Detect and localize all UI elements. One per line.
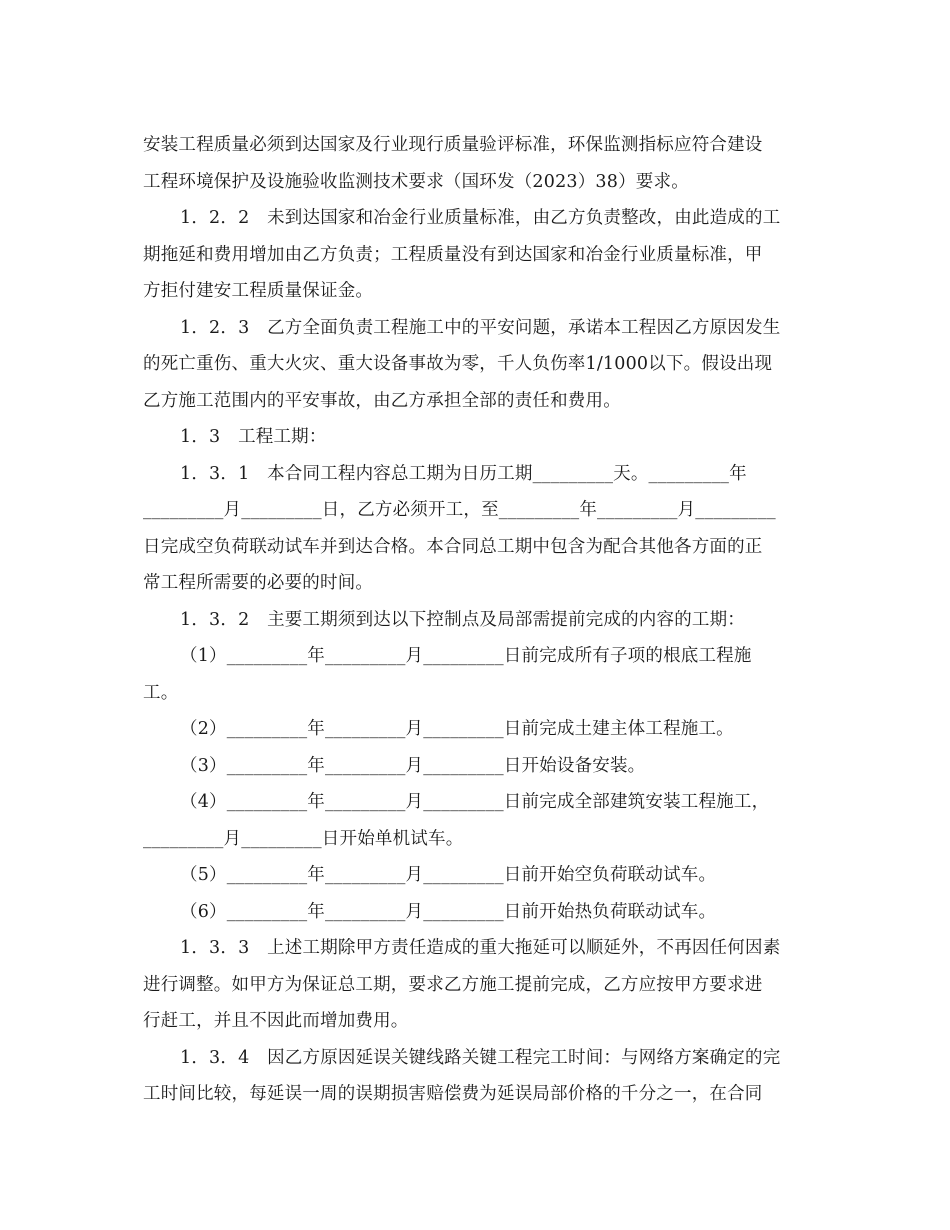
list-item: （6）_________年_________月_________日前开始热负荷联动试车。 (180, 902, 717, 922)
text-line: 1．3．2 主要工期须到达以下控制点及局部需提前完成的内容的工期： (180, 610, 745, 630)
text-line: 安装工程质量必须到达国家及行业现行质量验评标准，环保监测指标应符合建设 (143, 135, 763, 155)
list-item: （3）_________年_________月_________日开始设备安装。 (180, 756, 646, 776)
text-line: _________月_________日开始单机试车。 (143, 829, 464, 849)
text-line: 日完成空负荷联动试车并到达合格。本合同总工期中包含为配合其他各方面的正 (143, 537, 763, 557)
text-line: _________月_________日，乙方必须开工，至_________年_________月_________ (143, 500, 776, 520)
list-item: （4）_________年_________月_________日前完成全部建筑安装工程施工， (180, 792, 770, 812)
text-line: 1．2．2 未到达国家和冶金行业质量标准，由乙方负责整改，由此造成的工 (180, 208, 781, 228)
text-line: 乙方施工范围内的平安事故，由乙方承担全部的责任和费用。 (143, 391, 621, 411)
text-line: 的死亡重伤、重大火灾、重大设备事故为零，千人负伤率1/1000以下。假设出现 (143, 354, 773, 374)
text-line: 期拖延和费用增加由乙方负责；工程质量没有到达国家和冶金行业质量标准，甲 (143, 245, 763, 265)
text-line: 进行调整。如甲方为保证总工期，要求乙方施工提前完成，乙方应按甲方要求进 (143, 975, 763, 995)
list-item: （2）_________年_________月_________日前完成土建主体工程施工。 (180, 719, 734, 739)
text-line: 1．3．4 因乙方原因延误关键线路关键工程完工时间：与网络方案确定的完 (180, 1048, 781, 1068)
list-item: （1）_________年_________月_________日前完成所有子项的根底工程施 (180, 646, 752, 666)
text-line: 行赶工，并且不因此而增加费用。 (143, 1011, 409, 1031)
text-line: 工时间比较，每延误一周的误期损害赔偿费为延误局部价格的千分之一，在合同 (143, 1084, 763, 1104)
text-line: 1．2．3 乙方全面负责工程施工中的平安问题，承诺本工程因乙方原因发生 (180, 318, 781, 338)
list-item: （5）_________年_________月_________日前开始空负荷联动试车。 (180, 865, 717, 885)
text-line: 1．3．1 本合同工程内容总工期为日历工期_________天。_________年 (180, 464, 747, 484)
section-heading: 1．3 工程工期： (180, 427, 327, 447)
text-line: 工。 (143, 683, 179, 703)
text-line: 工程环境保护及设施验收监测技术要求（国环发（2023）38）要求。 (143, 172, 689, 192)
text-line: 方拒付建安工程质量保证金。 (143, 281, 374, 301)
text-line: 1．3．3 上述工期除甲方责任造成的重大拖延可以顺延外，不再因任何因素 (180, 938, 781, 958)
text-line: 常工程所需要的必要的时间。 (143, 573, 374, 593)
